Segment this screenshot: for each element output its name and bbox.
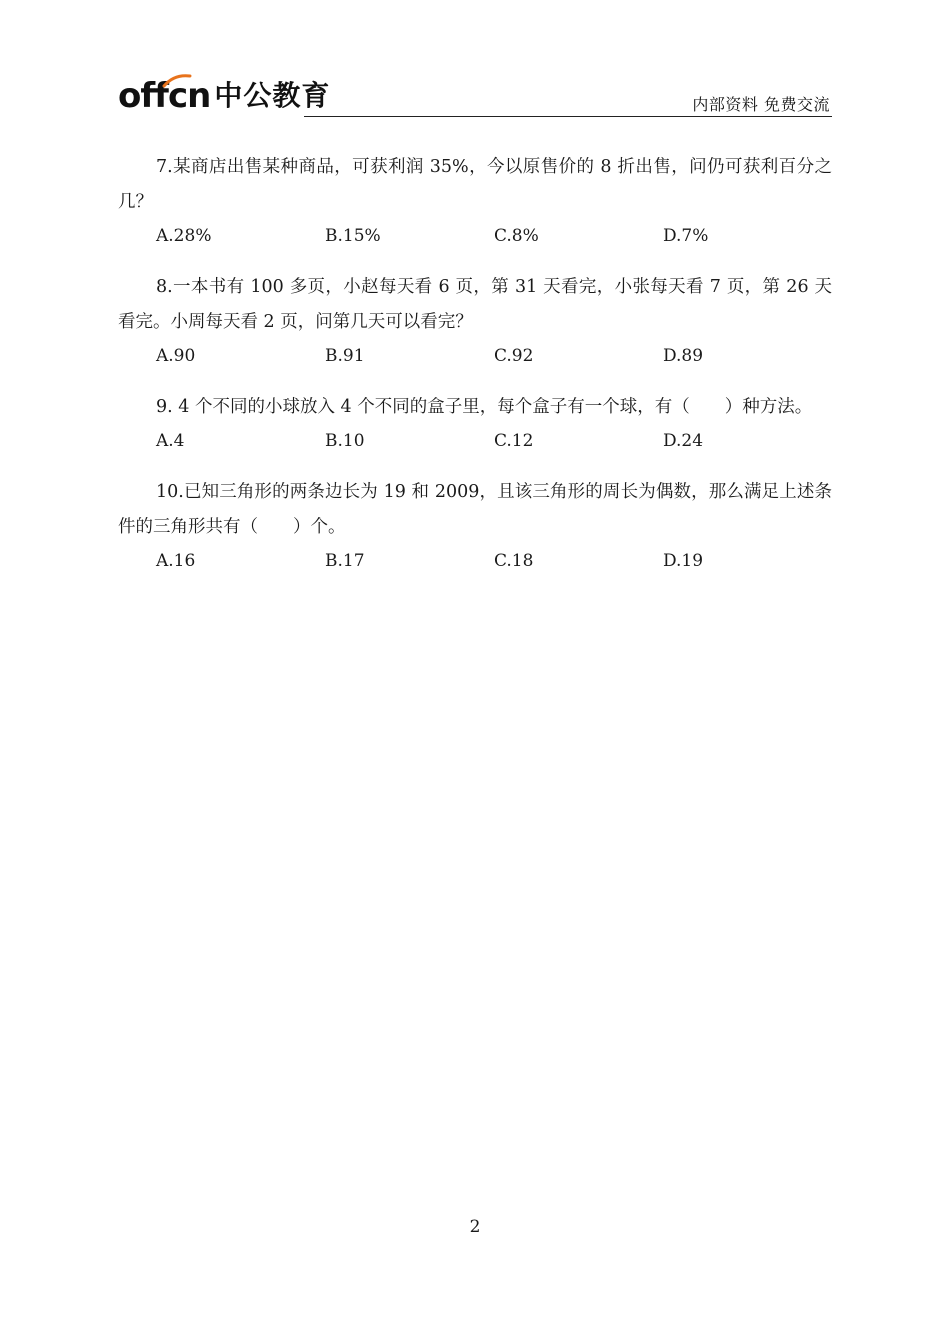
option-a: A.28% — [156, 226, 212, 246]
option-b: B.91 — [325, 346, 365, 366]
option-b: B.10 — [325, 431, 365, 451]
offcn-logo — [118, 72, 330, 116]
question-item — [118, 270, 832, 372]
option-a: A.90 — [156, 346, 196, 366]
logo-latin-text: offcn — [118, 76, 211, 116]
option-b: B.15% — [325, 226, 381, 246]
page-number: 2 — [469, 1217, 481, 1237]
option-c: C.12 — [494, 431, 534, 451]
option-row — [118, 545, 832, 577]
question-text: 7.某商店出售某种商品，可获利润 35%，今以原售价的 8 折出售，问仍可获利百分之几？ — [118, 157, 832, 212]
option-d: D.7% — [663, 226, 709, 246]
option-a: A.16 — [156, 551, 196, 571]
option-c: C.8% — [494, 226, 539, 246]
header-tagline: 内部资料 免费交流 — [692, 95, 830, 114]
logo-swoosh-icon — [162, 74, 192, 88]
question-text: 10.已知三角形的两条边长为 19 和 2009，且该三角形的周长为偶数，那么满足上述条件的三角形共有（ ）个。 — [118, 482, 832, 537]
option-a: A.4 — [156, 431, 185, 451]
question-item — [118, 390, 832, 457]
option-b: B.17 — [325, 551, 365, 571]
option-row — [118, 425, 832, 457]
option-d: D.19 — [663, 551, 704, 571]
question-list — [118, 150, 832, 595]
option-c: C.92 — [494, 346, 534, 366]
question-text: 9. 4 个不同的小球放入 4 个不同的盒子里，每个盒子有一个球，有（ ）种方法。 — [156, 397, 813, 417]
question-text: 8.一本书有 100 多页，小赵每天看 6 页，第 31 天看完，小张每天看 7 页，第 26 天看完。小周每天看 2 页，问第几天可以看完？ — [118, 277, 832, 332]
page-header — [118, 72, 832, 118]
question-item — [118, 475, 832, 577]
header-divider — [304, 116, 832, 117]
question-item — [118, 150, 832, 252]
option-d: D.89 — [663, 346, 704, 366]
option-row — [118, 340, 832, 372]
option-row — [118, 220, 832, 252]
option-d: D.24 — [663, 431, 704, 451]
logo-cn-text: 中公教育 — [214, 79, 331, 112]
option-c: C.18 — [494, 551, 534, 571]
